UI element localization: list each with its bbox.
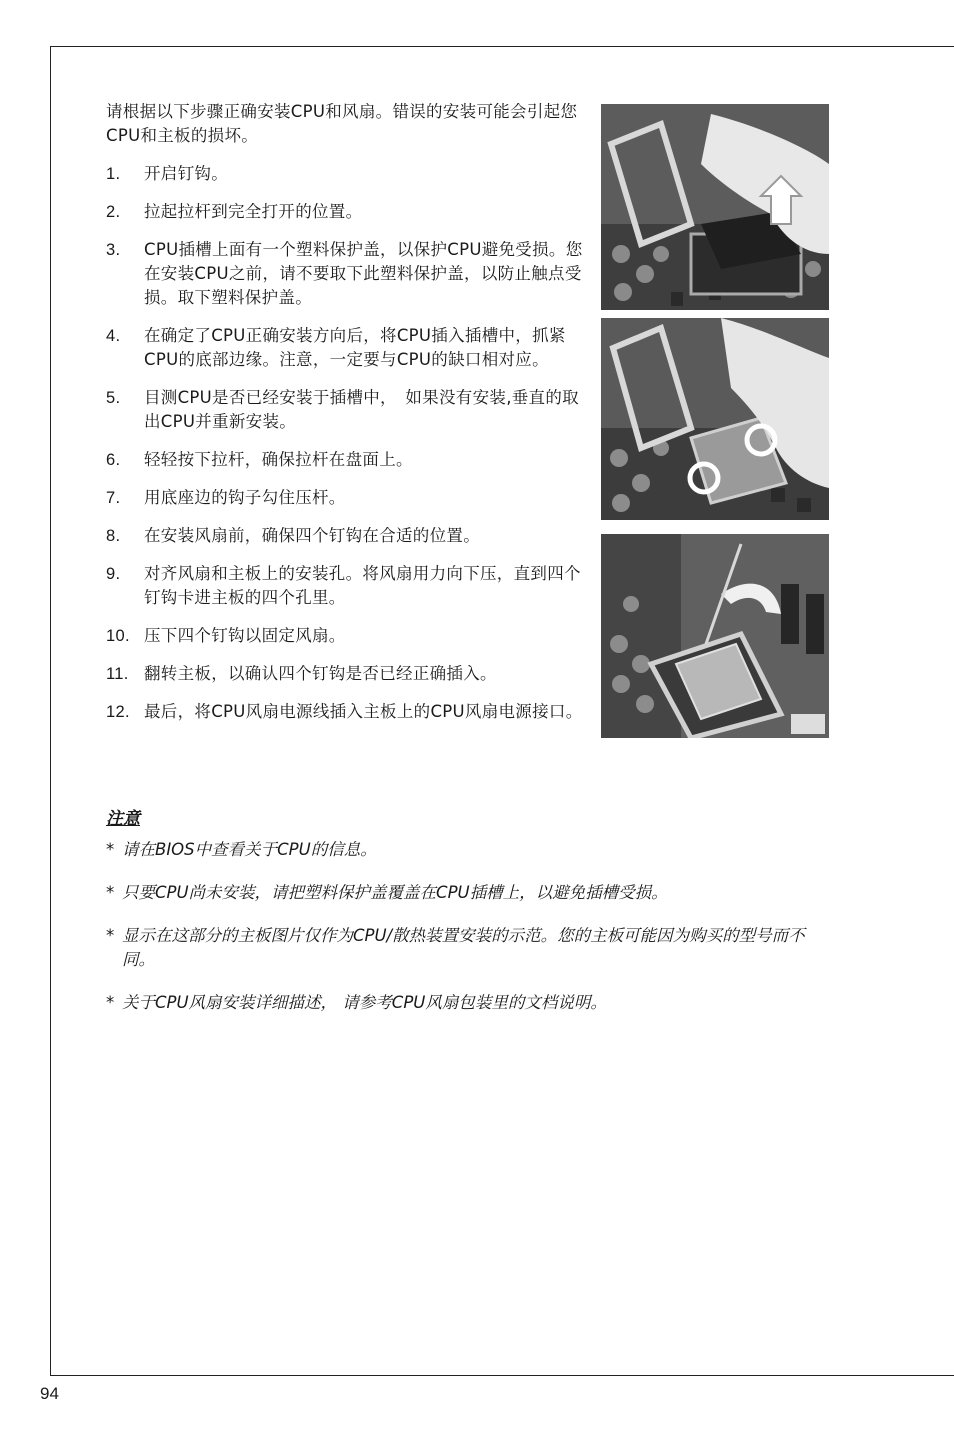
- step-number: 7.: [106, 489, 121, 507]
- step-number: 10.: [106, 627, 130, 645]
- step-text: 在确定了CPU正确安装方向后，将CPU插入插槽中，抓紧CPU的底部边缘。注意，一定要与CPU的缺口相对应。: [144, 326, 566, 369]
- step-text: 拉起拉杆到完全打开的位置。: [144, 202, 363, 221]
- step-text: 开启钉钩。: [144, 164, 228, 183]
- note-bullet: *: [106, 840, 115, 859]
- notes-title: 注意: [106, 809, 140, 829]
- note-text: 显示在这部分的主板图片仅作为CPU/散热装置安装的示范。您的主板可能因为购买的型号而不同。: [122, 926, 805, 969]
- lever-close-photo: [601, 534, 829, 738]
- notes-list: [106, 838, 836, 1015]
- step-number: 6.: [106, 451, 121, 469]
- note-text: 只要CPU尚未安装，请把塑料保护盖覆盖在CPU插槽上，以避免插槽受损。: [122, 883, 668, 902]
- cover-removal-photo: [601, 104, 829, 310]
- note-text: 请在BIOS中查看关于CPU的信息。: [122, 840, 377, 859]
- step-number: 8.: [106, 527, 121, 545]
- frame-left-rule: [50, 46, 51, 1375]
- cpu-placement-photo: [601, 318, 829, 520]
- step-text: 轻轻按下拉杆，确保拉杆在盘面上。: [144, 450, 413, 469]
- step-item: [106, 624, 594, 648]
- step-item: [106, 324, 594, 372]
- intro-paragraph: 请根据以下步骤正确安装CPU和风扇。错误的安装可能会引起您CPU和主板的损坏。: [106, 102, 578, 145]
- note-item: [106, 924, 836, 972]
- step-number: 1.: [106, 165, 121, 183]
- step-text: 在安装风扇前，确保四个钉钩在合适的位置。: [144, 526, 480, 545]
- step-item: [106, 238, 594, 310]
- step-text: 压下四个钉钩以固定风扇。: [144, 626, 346, 645]
- step-item: [106, 662, 594, 686]
- note-bullet: *: [106, 883, 115, 902]
- step-item: [106, 386, 594, 434]
- step-item: [106, 562, 594, 610]
- page-number: 94: [40, 1384, 59, 1403]
- step-text: CPU插槽上面有一个塑料保护盖，以保护CPU避免受损。您在安装CPU之前，请不要取下此塑料保护盖，以防止触点受损。取下塑料保护盖。: [144, 240, 583, 307]
- note-item: [106, 991, 836, 1015]
- step-item: [106, 200, 594, 224]
- step-text: 目测CPU是否已经安装于插槽中， 如果没有安装,垂直的取出CPU并重新安装。: [144, 388, 579, 431]
- cpu-placement-illustration: [601, 318, 829, 520]
- install-steps: [106, 162, 594, 724]
- step-item: [106, 448, 594, 472]
- frame-bottom-rule: [50, 1375, 954, 1376]
- step-text: 最后，将CPU风扇电源线插入主板上的CPU风扇电源接口。: [144, 702, 583, 721]
- step-number: 2.: [106, 203, 121, 221]
- step-text: 对齐风扇和主板上的安装孔。将风扇用力向下压，直到四个钉钩卡进主板的四个孔里。: [144, 564, 581, 607]
- step-item: [106, 700, 594, 724]
- step-number: 4.: [106, 327, 121, 345]
- step-item: [106, 486, 594, 510]
- step-number: 12.: [106, 703, 130, 721]
- step-text: 用底座边的钩子勾住压杆。: [144, 488, 346, 507]
- step-number: 9.: [106, 565, 121, 583]
- step-number: 11.: [106, 665, 129, 683]
- cover-removal-illustration: [601, 104, 829, 310]
- frame-top-rule: [50, 46, 954, 47]
- note-bullet: *: [106, 993, 115, 1012]
- step-number: 5.: [106, 389, 121, 407]
- note-item: [106, 881, 836, 905]
- note-bullet: *: [106, 926, 115, 945]
- note-text: 关于CPU风扇安装详细描述， 请参考CPU风扇包装里的文档说明。: [122, 993, 607, 1012]
- lever-close-illustration: [601, 534, 829, 738]
- step-number: 3.: [106, 241, 121, 259]
- step-item: [106, 162, 594, 186]
- step-text: 翻转主板，以确认四个钉钩是否已经正确插入。: [144, 664, 497, 683]
- note-item: [106, 838, 836, 862]
- step-item: [106, 524, 594, 548]
